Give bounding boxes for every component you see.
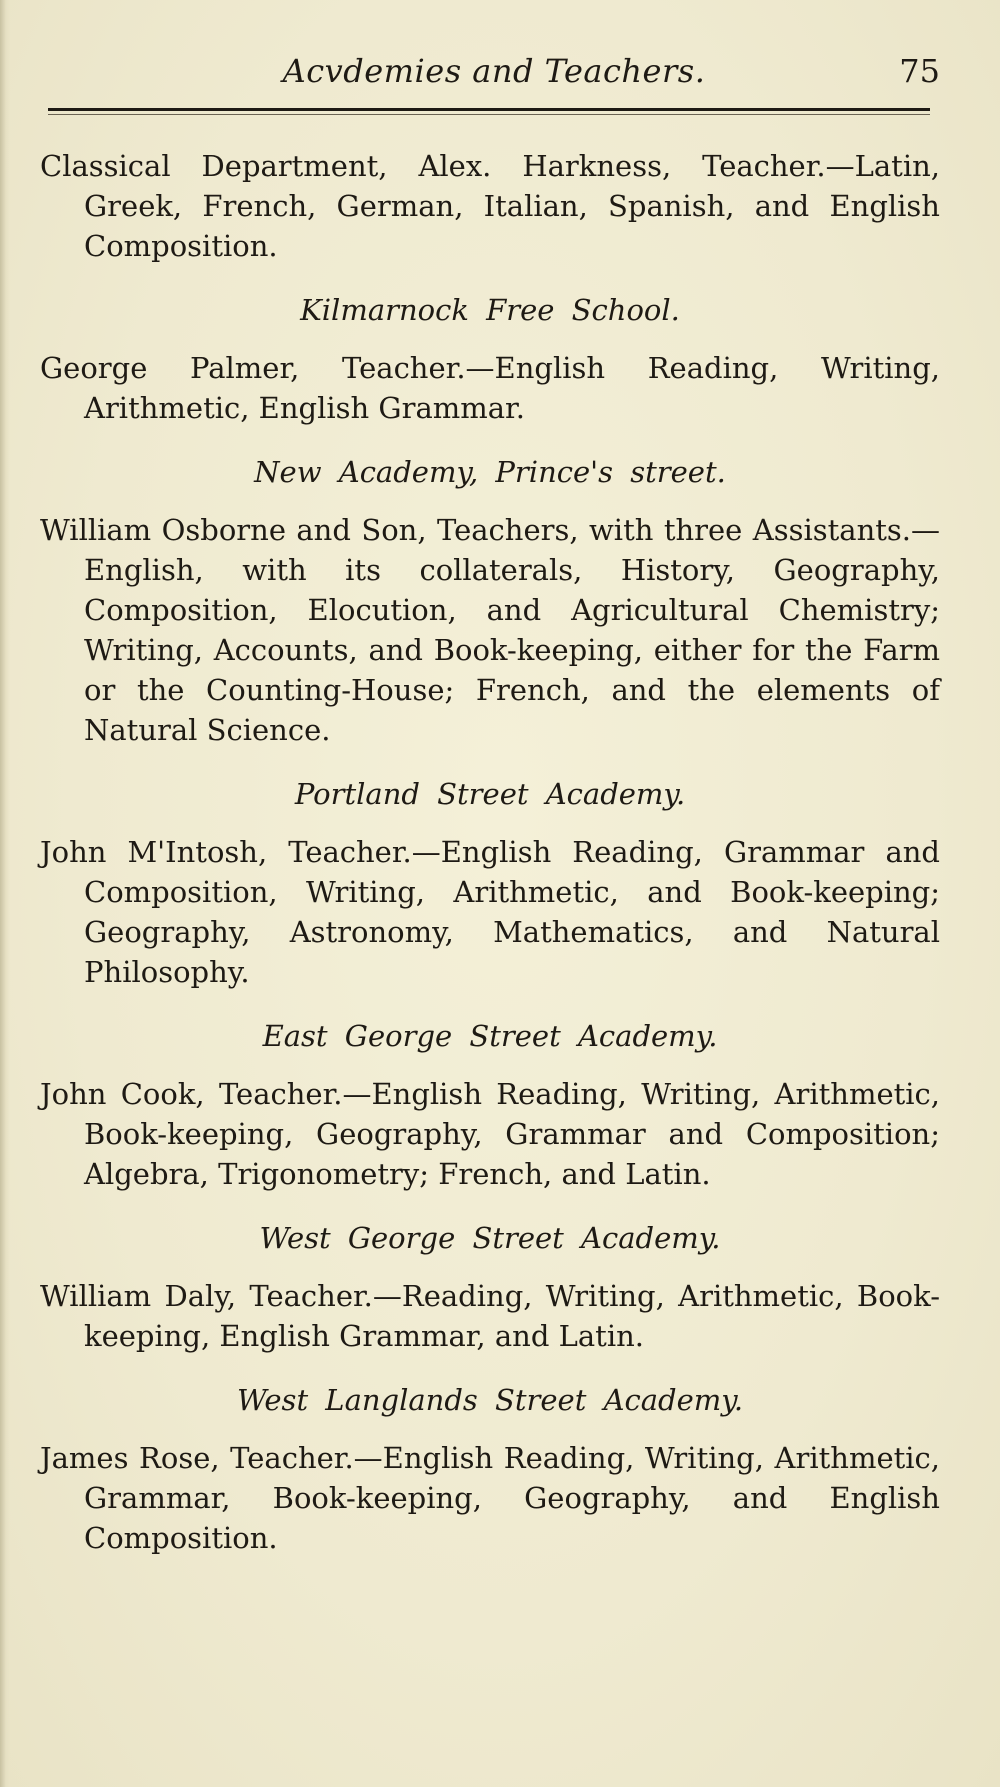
entry-new-academy: William Osborne and Son, Teachers, with three Assistants.—English, with its collaterals, History, Geography, Composition, Elocution, and Agricultural Chemistry; Writing, Accounts, and Book-keeping, either for the Farm or the Counting-House; French, and the elements of Natural Science.	[40, 513, 940, 747]
heading-portland-street-academy: Portland Street Academy.	[294, 777, 686, 811]
heading-new-academy: New Academy, Prince's street.	[254, 455, 726, 489]
heading-east-george-street-academy: East George Street Academy.	[262, 1019, 718, 1053]
header-rule-thin	[48, 114, 930, 115]
entry-west-langlands-street-academy: James Rose, Teacher.—English Reading, Writing, Arithmetic, Grammar, Book-keeping, Geography, and English Composition.	[40, 1441, 940, 1555]
heading-west-george-street-academy: West George Street Academy.	[259, 1221, 721, 1255]
header-rule	[48, 108, 930, 111]
entry-classical-department: Classical Department, Alex. Harkness, Teacher.—Latin, Greek, French, German, Italian, Spanish, and English Composition.	[40, 149, 940, 263]
entry-portland-street-academy: John M'Intosh, Teacher.—English Reading, Grammar and Composition, Writing, Arithmetic, and Book-keeping; Geography, Astronomy, Mathematics, and Natural Philosophy.	[40, 835, 940, 989]
entry-east-george-street-academy: John Cook, Teacher.—English Reading, Writing, Arithmetic, Book-keeping, Geography, Grammar and Composition; Algebra, Trigonometry; French, and Latin.	[40, 1077, 940, 1191]
page-body	[40, 146, 940, 1558]
page-gutter-edge	[0, 0, 10, 1787]
entry-kilmarnock-free-school: George Palmer, Teacher.—English Reading, Writing, Arithmetic, English Grammar.	[40, 351, 940, 425]
entry-west-george-street-academy: William Daly, Teacher.—Reading, Writing, Arithmetic, Book-keeping, English Grammar, and Latin.	[40, 1279, 940, 1353]
running-head-title: Acvdemies and Teachers.	[282, 52, 706, 90]
running-head	[48, 52, 940, 96]
page-number: 75	[899, 52, 940, 90]
heading-west-langlands-street-academy: West Langlands Street Academy.	[236, 1383, 744, 1417]
heading-kilmarnock-free-school: Kilmarnock Free School.	[300, 293, 680, 327]
